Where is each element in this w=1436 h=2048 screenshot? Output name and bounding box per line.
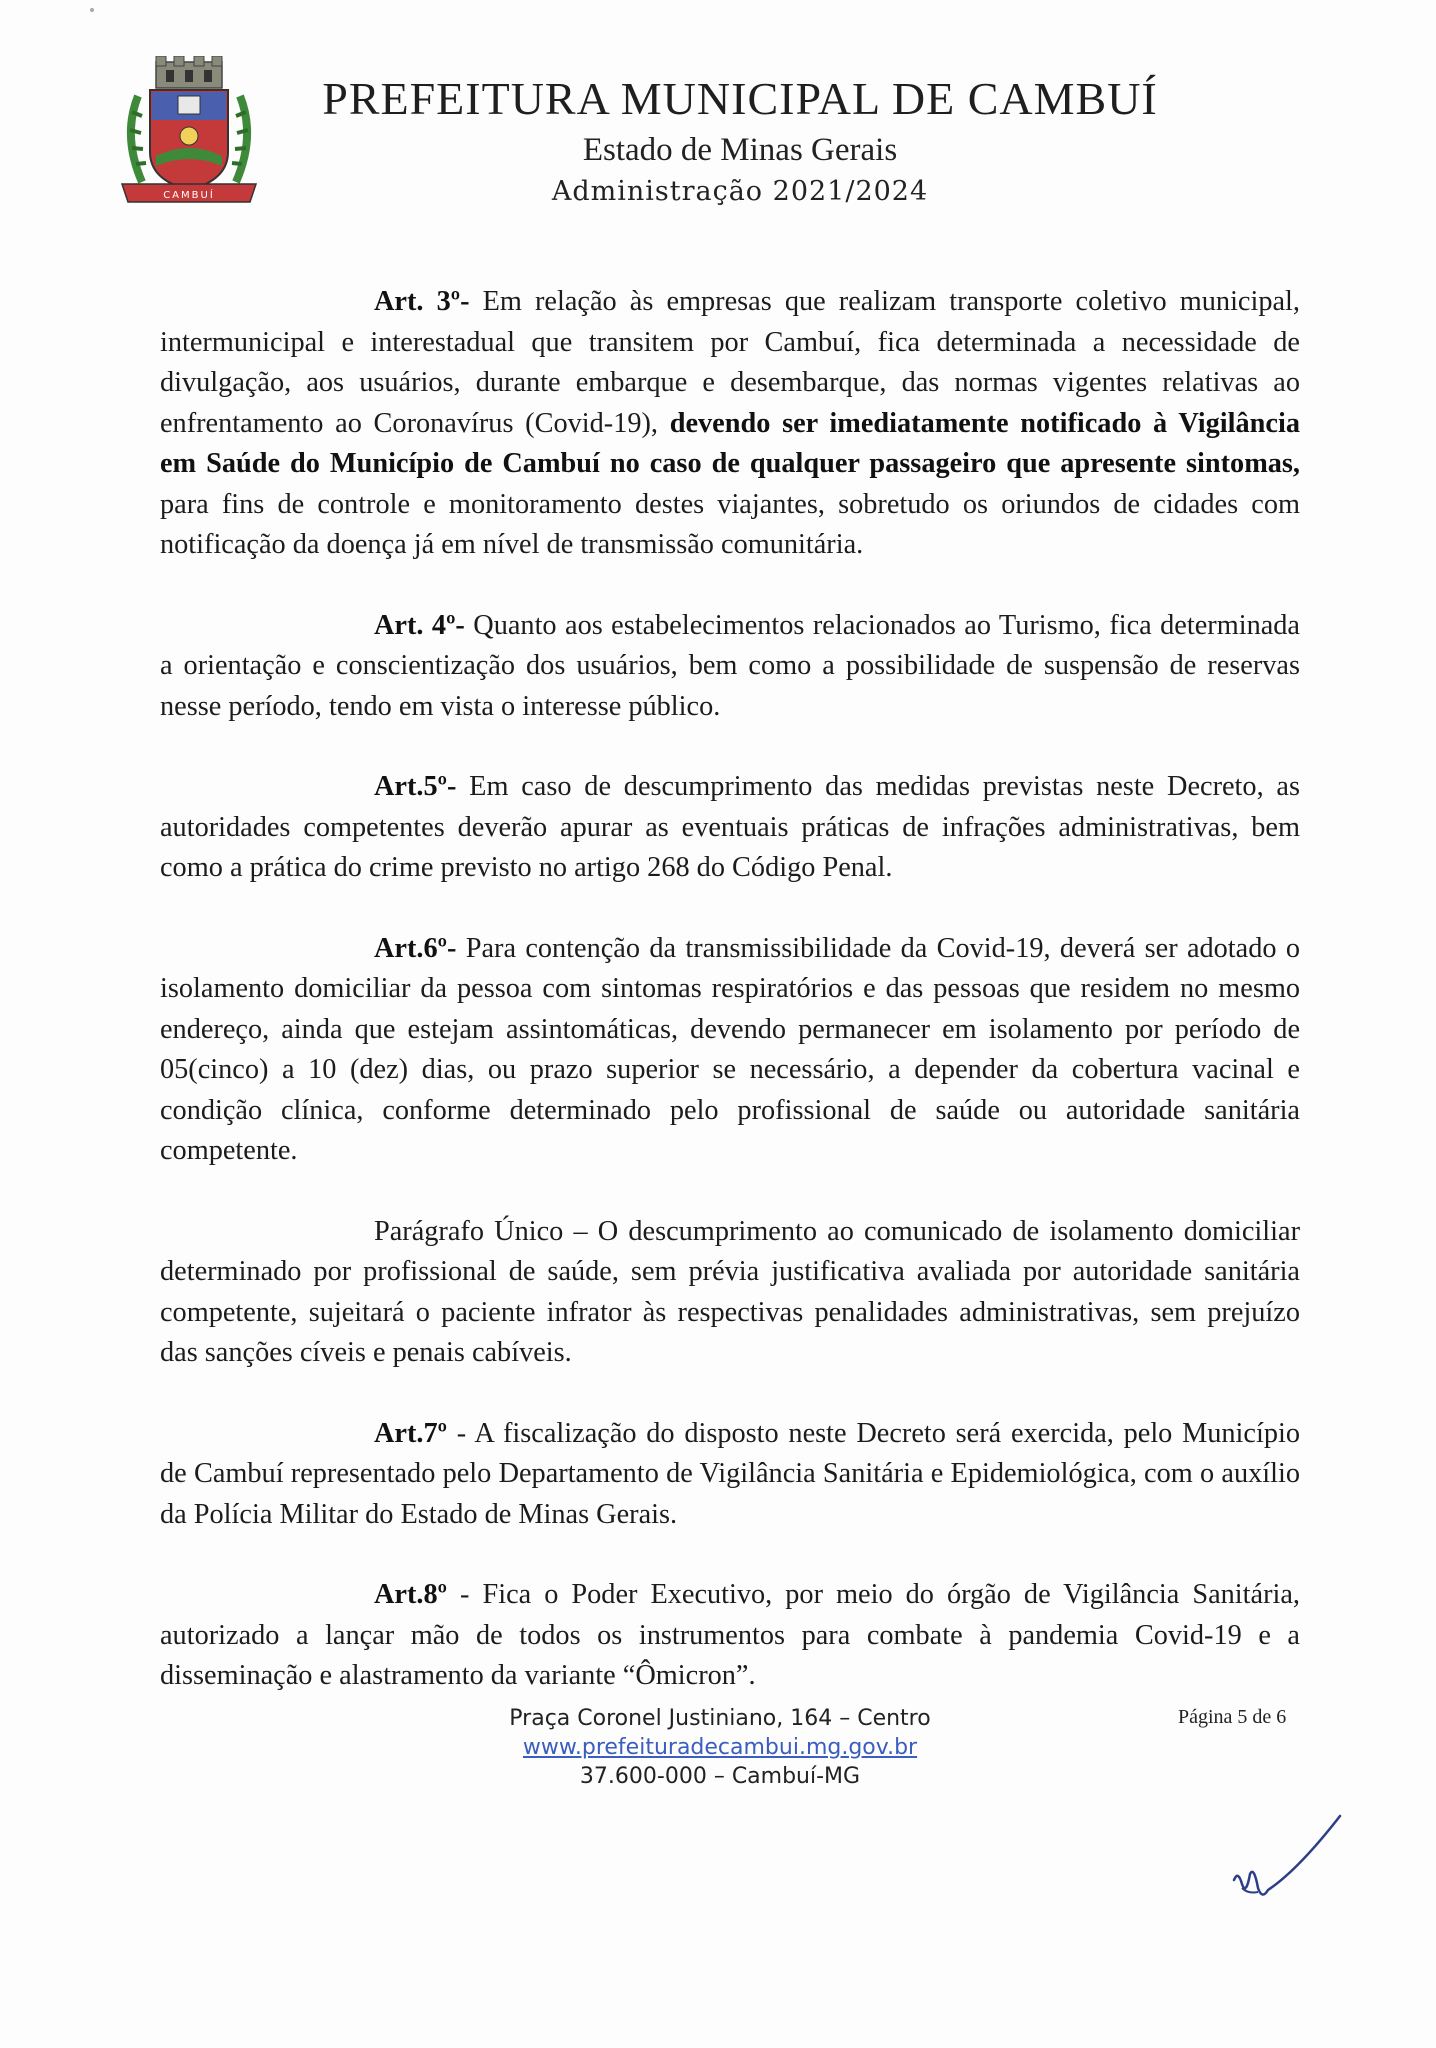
scan-speck bbox=[90, 8, 94, 12]
state-name: Estado de Minas Gerais bbox=[582, 132, 898, 168]
article-paragraph bbox=[160, 282, 1300, 566]
article-paragraph bbox=[160, 1575, 1300, 1697]
crest-ribbon-text: CAMBUÍ bbox=[163, 190, 215, 201]
handwritten-signature bbox=[1228, 1810, 1348, 1920]
page-number: Página 5 de 6 bbox=[1178, 1706, 1287, 1728]
article-paragraph bbox=[160, 929, 1300, 1172]
article-text: Em caso de descumprimento das medidas previstas neste Decreto, as autoridades competentes deverão apurar as eventuais práticas de infrações administrativas, bem como a prática do crime previsto no artigo 268 do Código Penal. bbox=[160, 771, 1300, 883]
article-text: - A fiscalização do disposto neste Decreto será exercida, pelo Município de Cambuí representado pelo Departamento de Vigilância Sanitária e Epidemiológica, com o auxílio da Polícia Militar do Estado de Minas Gerais. bbox=[160, 1417, 1300, 1530]
letterhead bbox=[240, 72, 1240, 212]
footer-cep: 37.600-000 – Cambuí-MG bbox=[579, 1764, 861, 1789]
article-label: Art. 3º- bbox=[374, 286, 470, 317]
article-text: Quanto aos estabelecimentos relacionados ao Turismo, fica determinada a orientação e conscientização dos usuários, bem como a possibilidade de suspensão de reservas nesse período, tendo em vista o interesse público. bbox=[160, 609, 1300, 722]
article-label: Art. 4º- bbox=[374, 609, 465, 641]
page-title: PREFEITURA MUNICIPAL DE CAMBUÍ bbox=[322, 73, 1158, 124]
article-text: - Fica o Poder Executivo, por meio do órgão de Vigilância Sanitária, autorizado a lançar mão de todos os instrumentos para combate à pandemia Covid-19 e a disseminação e alastramento da variante “Ômicron”. bbox=[160, 1579, 1300, 1691]
footer-address: Praça Coronel Justiniano, 164 – Centro bbox=[509, 1706, 931, 1731]
footer-website-link[interactable]: www.prefeituradecambui.mg.gov.br bbox=[522, 1735, 918, 1760]
article-text: Parágrafo Único – O descumprimento ao comunicado de isolamento domiciliar determinado por profissional de saúde, sem prévia justificativa avaliada por autoridade sanitária competente, sujeitará o paciente infrator às respectivas penalidades administrativas, sem prejuízo das sanções cíveis e penais cabíveis. bbox=[160, 1215, 1300, 1368]
article-text: Para contenção da transmissibilidade da Covid-19, deverá ser adotado o isolamento domiciliar da pessoa com sintomas respiratórios e das pessoas que residem no mesmo endereço, ainda que estejam assintomáticas, devendo permanecer em isolamento por período de 05(cinco) a 10 (dez) dias, ou prazo superior se necessário, a depender da cobertura vacinal e condição clínica, conforme determinado pelo profissional de saúde ou autoridade sanitária competente. bbox=[160, 932, 1300, 1166]
administration-period: Administração 2021/2024 bbox=[551, 176, 929, 207]
article-text: Em relação às empresas que realizam transporte coletivo municipal, intermunicipal e interestadual que transitem por Cambuí, fica determinada a necessidade de divulgação, aos usuários, durante embarque e desembarque, das normas vigentes relativas ao enfrentamento ao Coronavírus (Covid-19), bbox=[160, 286, 1300, 439]
article-paragraph bbox=[160, 606, 1300, 728]
article-text: para fins de controle e monitoramento destes viajantes, sobretudo os oriundos de cidades com notificação da doença já em nível de transmissão comunitária. bbox=[160, 488, 1300, 560]
article-paragraph bbox=[160, 1414, 1300, 1536]
article-label: Art.5º- bbox=[374, 771, 457, 802]
footer bbox=[420, 1704, 1020, 1791]
paragraph-unico bbox=[160, 1212, 1300, 1374]
article-label: Art.7º bbox=[374, 1417, 447, 1449]
article-label: Art.8º bbox=[374, 1579, 447, 1610]
article-text-bold: devendo ser imediatamente notificado à Vigilância em Saúde do Município de Cambuí no caso de qualquer passageiro que apresente sintomas, bbox=[160, 407, 1300, 479]
document-body bbox=[160, 282, 1300, 1737]
article-label: Art.6º- bbox=[374, 932, 457, 964]
article-paragraph bbox=[160, 767, 1300, 889]
